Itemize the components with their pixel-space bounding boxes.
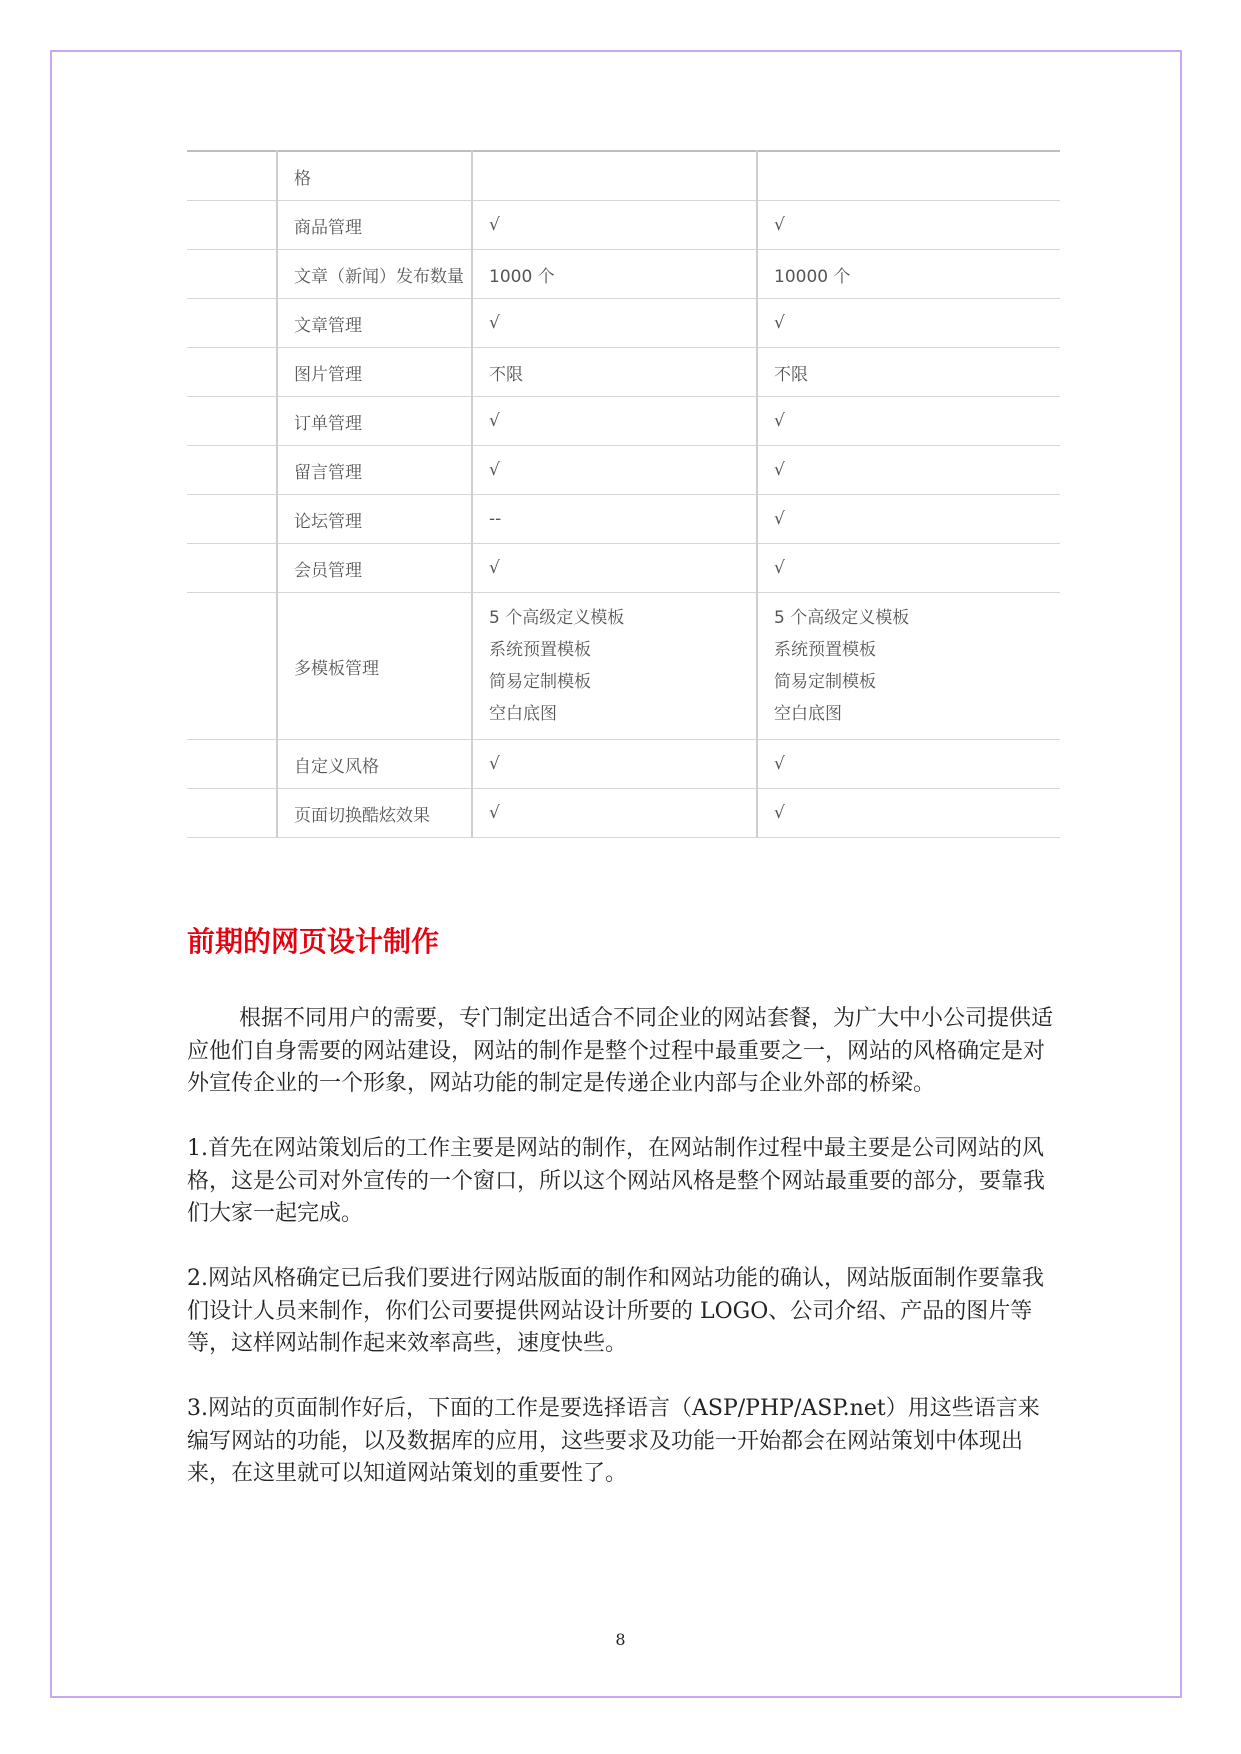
feature-name: 自定义风格: [277, 740, 472, 789]
feature-name: 文章管理: [277, 299, 472, 348]
advanced-value: √: [757, 740, 1060, 789]
basic-value: √: [472, 544, 757, 593]
table-row: [187, 201, 1060, 250]
list-item: 5 个高级定义模板: [774, 608, 910, 628]
basic-value: √: [472, 201, 757, 250]
feature-name: 文章（新闻）发布数量: [277, 250, 472, 299]
table-row: [187, 250, 1060, 299]
section-body: [187, 1003, 1055, 1523]
basic-value: √: [472, 446, 757, 495]
advanced-value: 不限: [757, 348, 1060, 397]
section-heading: 前期的网页设计制作: [187, 925, 440, 958]
advanced-value: [757, 151, 1060, 201]
basic-value: --: [472, 495, 757, 544]
paragraph: 3.网站的页面制作好后，下面的工作是要选择语言（ASP/PHP/ASP.net）用这些语言来编写网站的功能，以及数据库的应用，这些要求及功能一开始都会在网站策划中体现出来，在这里就可以知道网站策划的重要性了。: [187, 1396, 1040, 1486]
basic-value-list: [472, 593, 757, 740]
advanced-value: 10000 个: [757, 250, 1060, 299]
list-item: 空白底图: [489, 704, 557, 724]
feature-name: 商品管理: [277, 201, 472, 250]
feature-name: 留言管理: [277, 446, 472, 495]
advanced-value: √: [757, 789, 1060, 838]
page-number: 8: [615, 1630, 626, 1649]
basic-value: √: [472, 299, 757, 348]
feature-name: 格: [277, 151, 472, 201]
list-item: 5 个高级定义模板: [489, 608, 625, 628]
advanced-value: √: [757, 446, 1060, 495]
list-item: 简易定制模板: [489, 672, 591, 692]
advanced-value-list: [757, 593, 1060, 740]
list-item: 空白底图: [774, 704, 842, 724]
basic-value: 不限: [472, 348, 757, 397]
paragraph: 根据不同用户的需要，专门制定出适合不同企业的网站套餐，为广大中小公司提供适应他们自身需要的网站建设，网站的制作是整个过程中最重要之一，网站的风格确定是对外宣传企业的一个形象，网站功能的制定是传递企业内部与企业外部的桥梁。: [187, 1006, 1054, 1096]
table-row: [187, 446, 1060, 495]
feature-name: 页面切换酷炫效果: [277, 789, 472, 838]
paragraph: 2.网站风格确定已后我们要进行网站版面的制作和网站功能的确认，网站版面制作要靠我们设计人员来制作，你们公司要提供网站设计所要的 LOGO、公司介绍、产品的图片等等，这样网站制作起来效率高些，速度快些。: [187, 1266, 1044, 1356]
basic-value: √: [472, 397, 757, 446]
table-row: [187, 495, 1060, 544]
feature-name: 多模板管理: [277, 593, 472, 740]
list-item: 系统预置模板: [489, 640, 591, 660]
paragraph: 1.首先在网站策划后的工作主要是网站的制作，在网站制作过程中最主要是公司网站的风格，这是公司对外宣传的一个窗口，所以这个网站风格是整个网站最重要的部分，要靠我们大家一起完成。: [187, 1136, 1046, 1226]
advanced-value: √: [757, 544, 1060, 593]
basic-value: [472, 151, 757, 201]
table-row: [187, 299, 1060, 348]
basic-value: 1000 个: [472, 250, 757, 299]
feature-name: 论坛管理: [277, 495, 472, 544]
feature-table-container: [187, 150, 1060, 838]
basic-value: √: [472, 789, 757, 838]
feature-name: 会员管理: [277, 544, 472, 593]
table-row: [187, 593, 1060, 740]
feature-comparison-table: [187, 150, 1060, 838]
list-item: 系统预置模板: [774, 640, 876, 660]
table-row: [187, 789, 1060, 838]
advanced-value: √: [757, 495, 1060, 544]
table-row: [187, 397, 1060, 446]
table-row: [187, 151, 1060, 201]
table-row: [187, 544, 1060, 593]
advanced-value: √: [757, 201, 1060, 250]
basic-value: √: [472, 740, 757, 789]
table-row: [187, 740, 1060, 789]
list-item: 简易定制模板: [774, 672, 876, 692]
feature-name: 图片管理: [277, 348, 472, 397]
advanced-value: √: [757, 397, 1060, 446]
advanced-value: √: [757, 299, 1060, 348]
feature-name: 订单管理: [277, 397, 472, 446]
table-row: [187, 348, 1060, 397]
